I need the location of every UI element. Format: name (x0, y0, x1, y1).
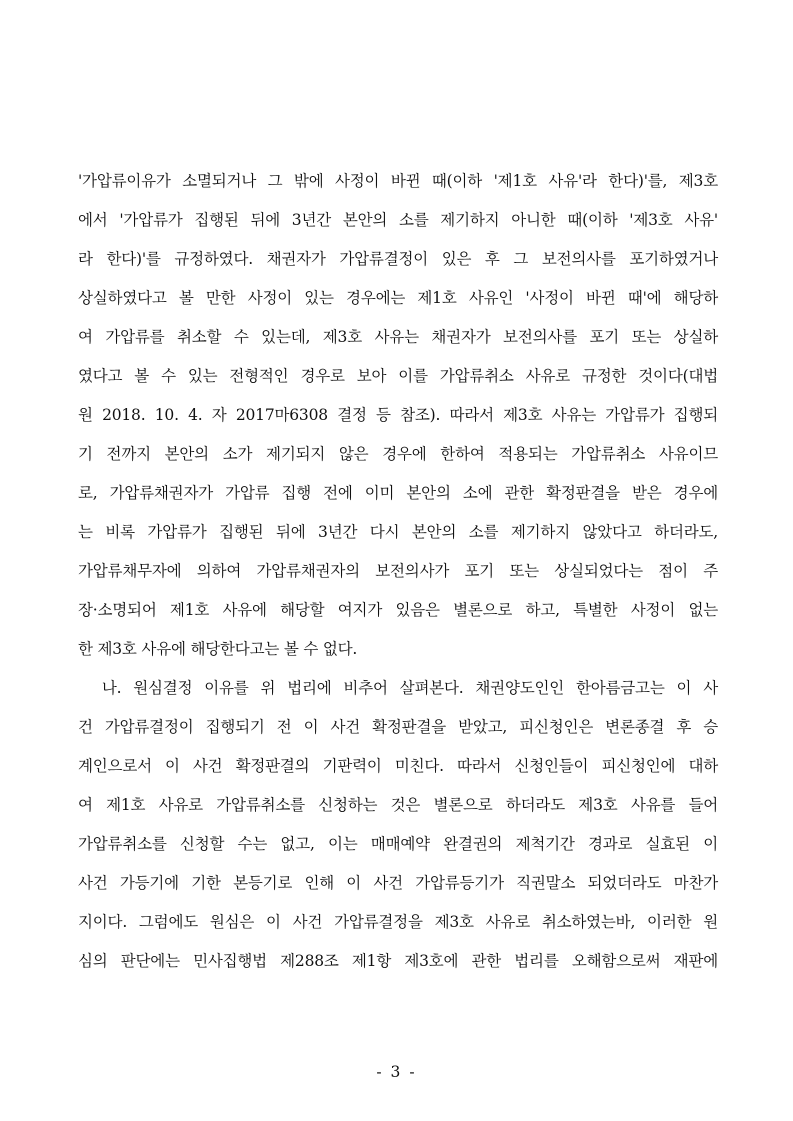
body-text-line: 는 비록 가압류가 집행된 뒤에 3년간 다시 본안의 소를 제기하지 않았다고 하더라도, (78, 523, 718, 541)
body-text-line: 여 가압류를 취소할 수 있는데, 제3호 사유는 채권자가 보전의사를 포기 또는 상실하 (78, 328, 718, 346)
body-text-line: 상실하였다고 볼 만한 사정이 있는 경우에는 제1호 사유인 '사정이 바뀐 때'에 해당하 (78, 289, 718, 307)
body-text-line: 가압류채무자에 의하여 가압류채권자의 보전의사가 포기 또는 상실되었다는 점이 주 (78, 562, 718, 580)
body-text-line: 원 2018. 10. 4. 자 2017마6308 결정 등 참조). 따라서 제3호 사유는 가압류가 집행되 (78, 406, 718, 424)
body-text-line: 계인으로서 이 사건 확정판결의 기판력이 미친다. 따라서 신청인들이 피신청인에 대하 (78, 757, 718, 775)
body-text-line: 여 제1호 사유로 가압류취소를 신청하는 것은 별론으로 하더라도 제3호 사유를 들어 (78, 796, 718, 814)
section-na-line: 나. 원심결정 이유를 위 법리에 비추어 살펴본다. 채권양도인인 한아름금고는 이 사 (78, 679, 718, 697)
body-text-line: '가압류이유가 소멸되거나 그 밖에 사정이 바뀐 때(이하 '제1호 사유'라 한다)'를, 제3호 (78, 172, 718, 190)
body-text-line: 건 가압류결정이 집행되기 전 이 사건 확정판결을 받았고, 피신청인은 변론종결 후 승 (78, 718, 718, 736)
body-text-line: 심의 판단에는 민사집행법 제288조 제1항 제3호에 관한 법리를 오해함으로써 재판에 (78, 952, 718, 970)
body-text-line: 지이다. 그럼에도 원심은 이 사건 가압류결정을 제3호 사유로 취소하였는바, 이러한 원 (78, 913, 718, 931)
body-text-line: 라 한다)'를 규정하였다. 채권자가 가압류결정이 있은 후 그 보전의사를 포기하였거나 (78, 250, 718, 268)
body-text-line: 가압류취소를 신청할 수는 없고, 이는 매매예약 완결권의 제척기간 경과로 실효된 이 (78, 835, 718, 853)
body-text-line: 였다고 볼 수 있는 전형적인 경우로 보아 이를 가압류취소 사유로 규정한 것이다(대법 (78, 367, 718, 385)
body-text-line: 장·소명되어 제1호 사유에 해당할 여지가 있음은 별론으로 하고, 특별한 사정이 없는 (78, 601, 718, 619)
body-text-line: 한 제3호 사유에 해당한다고는 볼 수 없다. (78, 640, 358, 658)
body-text-line: 로, 가압류채권자가 가압류 집행 전에 이미 본안의 소에 관한 확정판결을 받은 경우에 (78, 484, 718, 502)
body-text-line: 사건 가등기에 기한 본등기로 인해 이 사건 가압류등기가 직권말소 되었더라도 마찬가 (78, 874, 718, 892)
body-text-line: 기 전까지 본안의 소가 제기되지 않은 경우에 한하여 적용되는 가압류취소 사유이므 (78, 445, 718, 463)
page-number: - 3 - (376, 1063, 417, 1081)
body-text-line: 에서 '가압류가 집행된 뒤에 3년간 본안의 소를 제기하지 아니한 때(이하 '제3호 사유' (78, 211, 718, 229)
